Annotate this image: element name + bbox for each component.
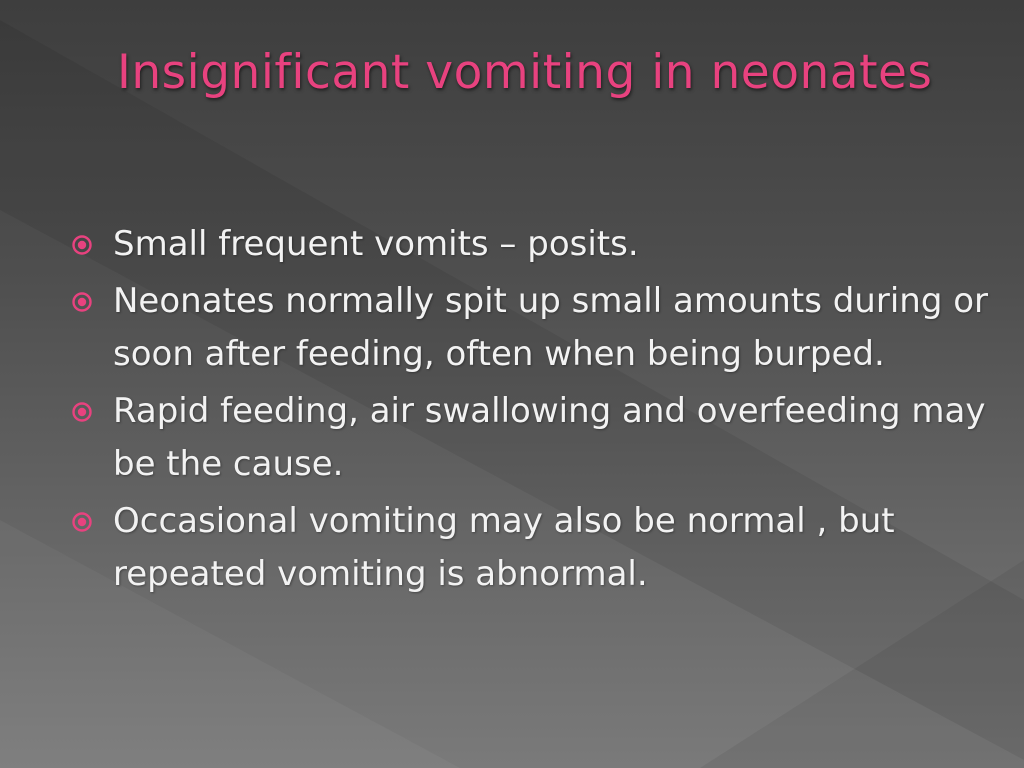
radio-circle-icon xyxy=(71,511,93,533)
radio-circle-icon xyxy=(71,291,93,313)
radio-circle-icon xyxy=(71,234,93,256)
bullet-text: Rapid feeding, air swallowing and overfeeding may be the cause. xyxy=(113,391,986,484)
bullet-text: Neonates normally spit up small amounts during or soon after feeding, often when being burped. xyxy=(113,281,988,374)
bullet-list xyxy=(0,218,1000,605)
bullet-text: Occasional vomiting may also be normal , but repeated vomiting is abnormal. xyxy=(113,501,895,594)
slide-title: Insignificant vomiting in neonates xyxy=(117,45,933,100)
bullet-item xyxy=(0,218,993,271)
bullet-item xyxy=(0,495,993,601)
bullet-item xyxy=(0,275,993,381)
bullet-text: Small frequent vomits – posits. xyxy=(113,224,639,264)
bullet-item xyxy=(0,385,993,491)
radio-circle-icon xyxy=(71,401,93,423)
